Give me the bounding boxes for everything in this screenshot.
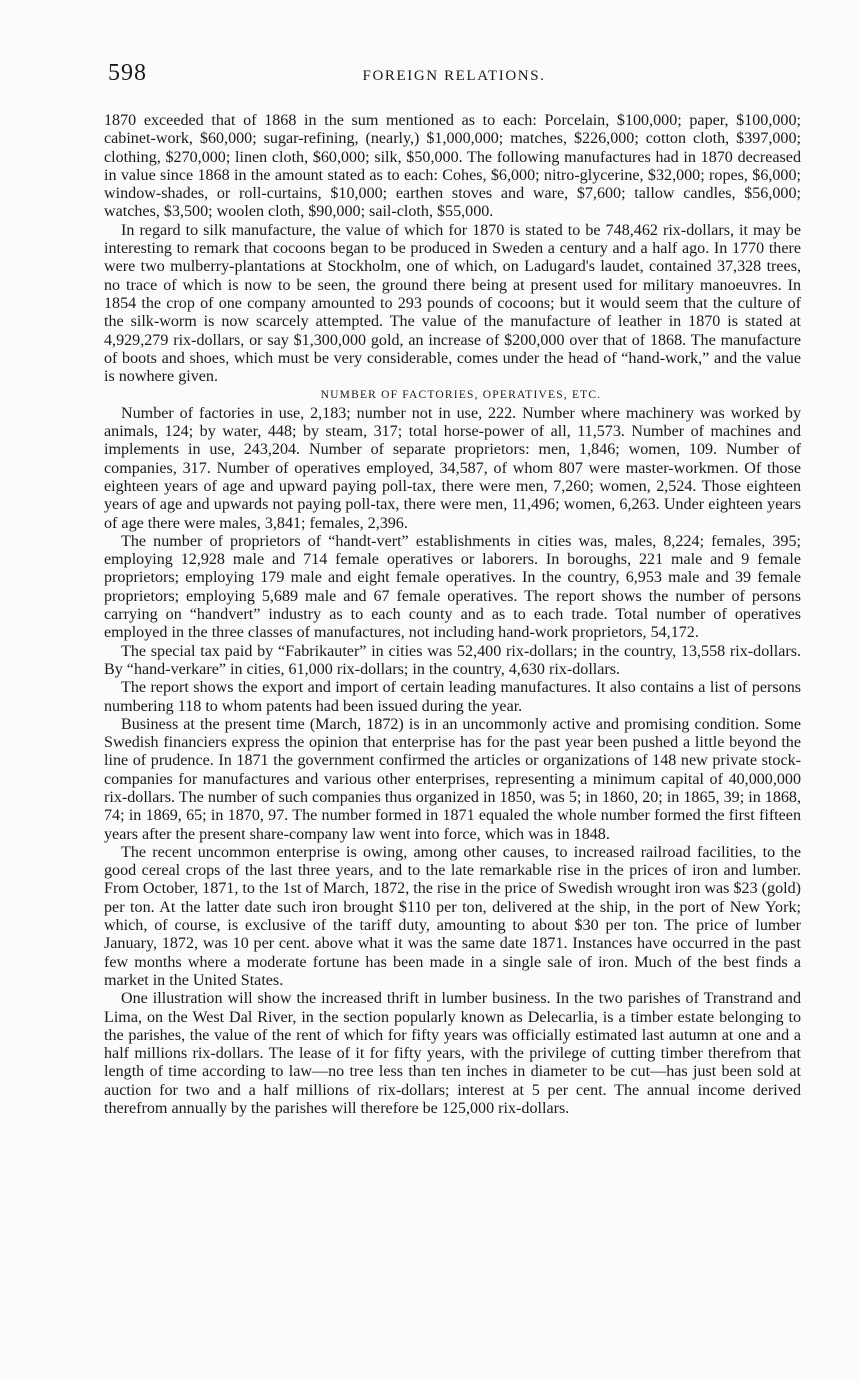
paragraph: The special tax paid by “Fabrikauter” in cities was 52,400 rix-dollars; in the country, 13,558 rix-dollars. By “hand-verkare” in cities, 61,000 rix-dollars; in the country, 4,630 rix-dollars.: [104, 642, 801, 678]
paragraph: Number of factories in use, 2,183; number not in use, 222. Number where machinery was worked by animals, 124; by water, 448; by steam, 317; total horse-power of all, 11,573. Number of machines and implements in use, 243,204. Number of separate proprietors: men, 1,846; women, 109. Number of companies, 317. Number of operatives employed, 34,587, of whom 807 were master-workmen. Of those eighteen years of age and upward paying poll-tax, there were men, 7,260; women, 2,524. Those eighteen years of age and upwards not paying poll-tax, there were men, 11,496; women, 6,263. Under eighteen years of age there were males, 3,841; females, 2,396.: [104, 404, 801, 532]
running-head: FOREIGN RELATIONS.: [362, 68, 546, 84]
page-header: [108, 60, 800, 94]
section-heading: NUMBER OF FACTORIES, OPERATIVES, ETC.: [320, 389, 602, 402]
paragraph: Business at the present time (March, 1872) is in an uncommonly active and promising condition. Some Swedish financiers express the opinion that enterprise has for the past year been pushed a little beyond the line of prudence. In 1871 the government confirmed the articles or organizations of 148 new private stock-companies for manufactures and various other enterprises, representing a minimum capital of 40,000,000 rix-dollars. The number of such companies thus organized in 1850, was 5; in 1860, 20; in 1865, 39; in 1868, 74; in 1869, 65; in 1870, 97. The number formed in 1871 equaled the whole number formed the first fifteen years after the present share-company law went into force, which was in 1848.: [104, 715, 801, 843]
body-text: [104, 112, 801, 1118]
paragraph: In regard to silk manufacture, the value of which for 1870 is stated to be 748,462 rix-dollars, it may be interesting to remark that cocoons began to be produced in Sweden a century and a half ago. In 1770 there were two mulberry-plantations at Stockholm, one of which, on Ladugard's laudet, contained 37,328 trees, no trace of which is now to be seen, the ground there being at present used for military manoeuvres. In 1854 the crop of one company amounted to 293 pounds of cocoons; but it would seem that the culture of the silk-worm is now scarcely attempted. The value of the manufacture of leather in 1870 is stated at 4,929,279 rix-dollars, or say $1,300,000 gold, an increase of $200,000 over that of 1868. The manufacture of boots and shoes, which must be very considerable, comes under the head of “hand-work,” and the value is nowhere given.: [104, 221, 801, 386]
paragraph: 1870 exceeded that of 1868 in the sum mentioned as to each: Porcelain, $100,000; paper, $100,000; cabinet-work, $60,000; sugar-refining, (nearly,) $1,000,000; matches, $226,000; cotton cloth, $397,000; clothing, $270,000; linen cloth, $60,000; silk, $50,000. The following manufactures had in 1870 decreased in value since 1868 in the amount stated as to each: Cohes, $6,000; nitro-glycerine, $32,000; ropes, $6,000; window-shades, or roll-curtains, $10,000; earthen stoves and ware, $7,600; tallow candles, $56,000; watches, $3,500; woolen cloth, $90,000; sail-cloth, $55,000.: [104, 112, 801, 221]
page-number: 598: [108, 60, 147, 86]
paragraph: The report shows the export and import of certain leading manufactures. It also contains a list of persons numbering 118 to whom patents had been issued during the year.: [104, 679, 801, 715]
paragraph: The recent uncommon enterprise is owing, among other causes, to increased railroad facilities, to the good cereal crops of the last three years, and to the late remarkable rise in the prices of iron and lumber. From October, 1871, to the 1st of March, 1872, the rise in the price of Swedish wrought iron was $23 (gold) per ton. At the latter date such iron brought $110 per ton, delivered at the ship, in the port of New York; which, of course, is exclusive of the tariff duty, amounting to about $30 per ton. The price of lumber January, 1872, was 10 per cent. above what it was the same date 1871. Instances have occurred in the past few months where a moderate fortune has been made in a single sale of iron. Much of the best finds a market in the United States.: [104, 843, 801, 989]
paragraph: One illustration will show the increased thrift in lumber business. In the two parishes of Transtrand and Lima, on the West Dal River, in the section popularly known as Delecarlia, is a timber estate belonging to the parishes, the value of the rent of which for fifty years was officially estimated last autumn at one and a half millions rix-dollars. The lease of it for fifty years, with the privilege of cutting timber therefrom that length of time according to law—no tree less than ten inches in diameter to be cut—has just been sold at auction for two and a half millions of rix-dollars; interest at 5 per cent. The annual income derived therefrom annually by the parishes will therefore be 125,000 rix-dollars.: [104, 990, 801, 1118]
paragraph: The number of proprietors of “handt-vert” establishments in cities was, males, 8,224; females, 395; employing 12,928 male and 714 female operatives or laborers. In boroughs, 221 male and 9 female proprietors; employing 179 male and eight female operatives. In the country, 6,953 male and 39 female proprietors; employing 5,689 male and 67 female operatives. The report shows the number of persons carrying on “handvert” industry as to each county and as to each trade. Total number of operatives employed in the three classes of manufactures, not including hand-work proprietors, 54,172.: [104, 532, 801, 642]
